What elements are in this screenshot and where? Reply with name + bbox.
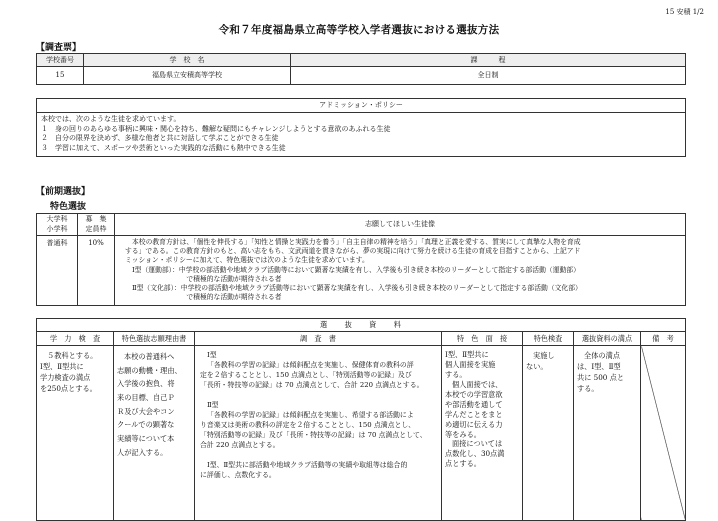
page-number: 15 安積 1/2	[665, 8, 704, 16]
report-line: 定を２倍することとし、150 点満点とし、「特別活動等の記録」及び	[200, 371, 412, 379]
interview-line: Ⅰ型、Ⅱ型共に	[445, 350, 489, 359]
full-score-line: 全体の満点	[584, 351, 620, 360]
interview-line: 個人面接では、	[452, 379, 503, 389]
reason-line: 志願の動機・理由、	[117, 365, 182, 375]
full-score-cell	[574, 346, 641, 521]
report-line	[200, 450, 438, 460]
header-full-score: 選抜資料の満点	[574, 332, 641, 346]
quota-value: 10%	[78, 236, 115, 306]
school-name: 福島県立安積高等学校	[84, 67, 291, 85]
course-type: 全日制	[291, 67, 686, 85]
policy-line: １ 身の回りのあらゆる事柄に興味・関心を持ち、難解な疑問にもチャレンジしようとする意欲のあふれる生徒	[41, 124, 391, 133]
course-header	[37, 214, 78, 236]
quota-header	[78, 214, 115, 236]
academic-line: ５教科とする。	[47, 351, 98, 360]
reason-line: 本校の普通科へ	[124, 352, 175, 361]
academic-line: 学力検査の満点	[40, 373, 91, 383]
admission-policy-heading: アドミッション・ポリシー	[37, 99, 686, 113]
academic-line: を250点とする。	[40, 384, 97, 394]
early-selection-heading: 【前期選抜】	[36, 187, 91, 197]
desired-line: Ⅱ型（文化部）：中学校の部活動や地域クラブ活動等において顕著な実績を有し、入学後も引き続き本校のリーダーとして指定する部活動（文化部）	[132, 284, 582, 293]
interview-line: 学んだことをまと	[445, 409, 503, 419]
interview-cell	[442, 346, 523, 521]
interview-line: 点数化し、30点満	[445, 449, 505, 459]
interview-line: 面接については	[452, 439, 503, 449]
exam-line: 実施し	[533, 351, 555, 360]
report-line: り音楽又は美術の教科の評定を２倍することとし、150 点満点とし、	[200, 421, 416, 429]
desired-header: 志願してほしい生徒像	[115, 214, 686, 236]
course-name: 普通科	[37, 236, 78, 306]
exam-cell	[523, 346, 574, 521]
remarks-cell	[641, 346, 686, 521]
report-line: 「特別活動等の記録」及び「長所・特技等の記録」は 70 点満点として、	[200, 431, 427, 439]
survey-table	[36, 53, 686, 85]
interview-line: め適切に伝える力	[445, 419, 503, 429]
report-line: Ⅰ型、Ⅱ型共に部活動や地域クラブ活動等の実績や取組等は総合的	[207, 461, 408, 469]
policy-line: ３ 学習に加えて、スポーツや芸術といった実践的な活動にも熱中できる生徒	[41, 143, 286, 152]
interview-line: 本校での学習意欲	[445, 389, 503, 399]
interview-line: 点とする。	[445, 459, 481, 469]
header-interview: 特 色 面 接	[442, 332, 523, 346]
quota-header-line: 募 集	[85, 215, 107, 224]
header-course: 課 程	[291, 54, 686, 67]
page-title: 令和７年度福島県立高等学校入学者選抜における選抜方法	[218, 24, 500, 36]
report-cell	[195, 346, 442, 521]
interview-line: や部活動を通して	[445, 399, 503, 409]
desired-line: する」である。この教育方針のもと、高い志をもち、文武両道を貫きながら、夢の実現に向けて努力を続ける生徒の育成を目指すことから、上記アド	[125, 247, 581, 256]
reason-line: 人が記入する。	[117, 447, 168, 457]
policy-line: ２ 自分の限界を決めず、多様な他者と共に対話して学ぶことができる生徒	[41, 134, 279, 143]
full-score-line: は、Ⅰ型、Ⅱ型	[577, 362, 621, 372]
full-score-line: 共に 500 点と	[577, 373, 625, 383]
header-reason: 特色選抜志願理由書	[114, 332, 195, 346]
header-academic: 学 力 検 査	[37, 332, 114, 346]
full-score-line: する。	[577, 384, 599, 394]
desired-line: Ⅰ型（運動部）：中学校の部活動や地域クラブ活動等において顕著な実績を有し、入学後も引き続き本校のリーダーとして指定する部活動（運動部）	[132, 265, 580, 274]
report-line: に評価し、点数化する。	[200, 471, 276, 479]
report-line: 「各教科の学習の記録」は傾斜配点を実施し、希望する部活動によ	[207, 411, 414, 419]
desired-student-table	[36, 213, 686, 306]
admission-policy-body	[37, 113, 686, 157]
admission-policy-table	[36, 98, 686, 157]
desired-line: ミッション・ポリシーに加えて、特色選抜では次のような生徒を求めています。	[125, 256, 369, 265]
report-line: Ⅰ型	[207, 351, 217, 359]
reason-line: 来の目標、自己Ｐ	[117, 393, 175, 403]
desired-body	[115, 236, 686, 306]
header-exam: 特色検査	[523, 332, 574, 346]
report-line: 合計 220 点満点とする。	[200, 441, 280, 449]
interview-line: 等をみる。	[445, 429, 481, 439]
interview-line: 個人面接を実施	[445, 359, 496, 369]
selection-materials-table	[36, 318, 686, 521]
academic-cell	[37, 346, 114, 521]
header-report: 調 査 書	[195, 332, 442, 346]
feature-selection-heading: 特色選抜	[50, 202, 87, 212]
course-header-line: 小学科	[46, 224, 68, 233]
report-line: 「長所・特技等の記録」は 70 点満点として、合計 220 点満点とする。	[200, 381, 424, 389]
report-line	[200, 390, 438, 400]
report-line: 「各教科の学習の記録」は傾斜配点を実施し、保健体育の教科の評	[207, 361, 414, 369]
header-remarks: 備 考	[641, 332, 686, 346]
desired-line: で積極的な活動が期待される者	[132, 274, 282, 283]
selection-heading: 選 抜 資 料	[37, 319, 686, 332]
reason-cell	[114, 346, 195, 521]
course-header-line: 大学科	[46, 215, 68, 224]
reason-line: 入学後の抱負、将	[117, 379, 175, 389]
reason-line: 実績等について本	[117, 434, 175, 444]
quota-header-line: 定員枠	[85, 224, 107, 233]
reason-line: クールでの顕著な	[117, 420, 175, 430]
desired-line: 本校の教育方針は、「個性を伸長する」「知性と情操と実践力を養う」「自主自律の精神を培う」「真理と正義を愛する、質実にして真摯な人物を育成	[132, 238, 581, 246]
exam-line: ない。	[526, 362, 548, 372]
header-school-number: 学校番号	[37, 54, 84, 67]
header-school-name: 学 校 名	[84, 54, 291, 67]
survey-heading: 【調査票】	[36, 43, 82, 53]
school-number: 15	[37, 67, 84, 85]
desired-line: で積極的な活動が期待される者	[132, 293, 282, 302]
reason-line: Ｒ及び大会やコン	[117, 406, 175, 416]
academic-line: Ⅰ型、Ⅱ型共に	[40, 362, 84, 372]
policy-line: 本校では、次のような生徒を求めています。	[41, 115, 181, 123]
interview-line: する。	[445, 369, 467, 379]
report-line: Ⅱ型	[207, 401, 219, 409]
